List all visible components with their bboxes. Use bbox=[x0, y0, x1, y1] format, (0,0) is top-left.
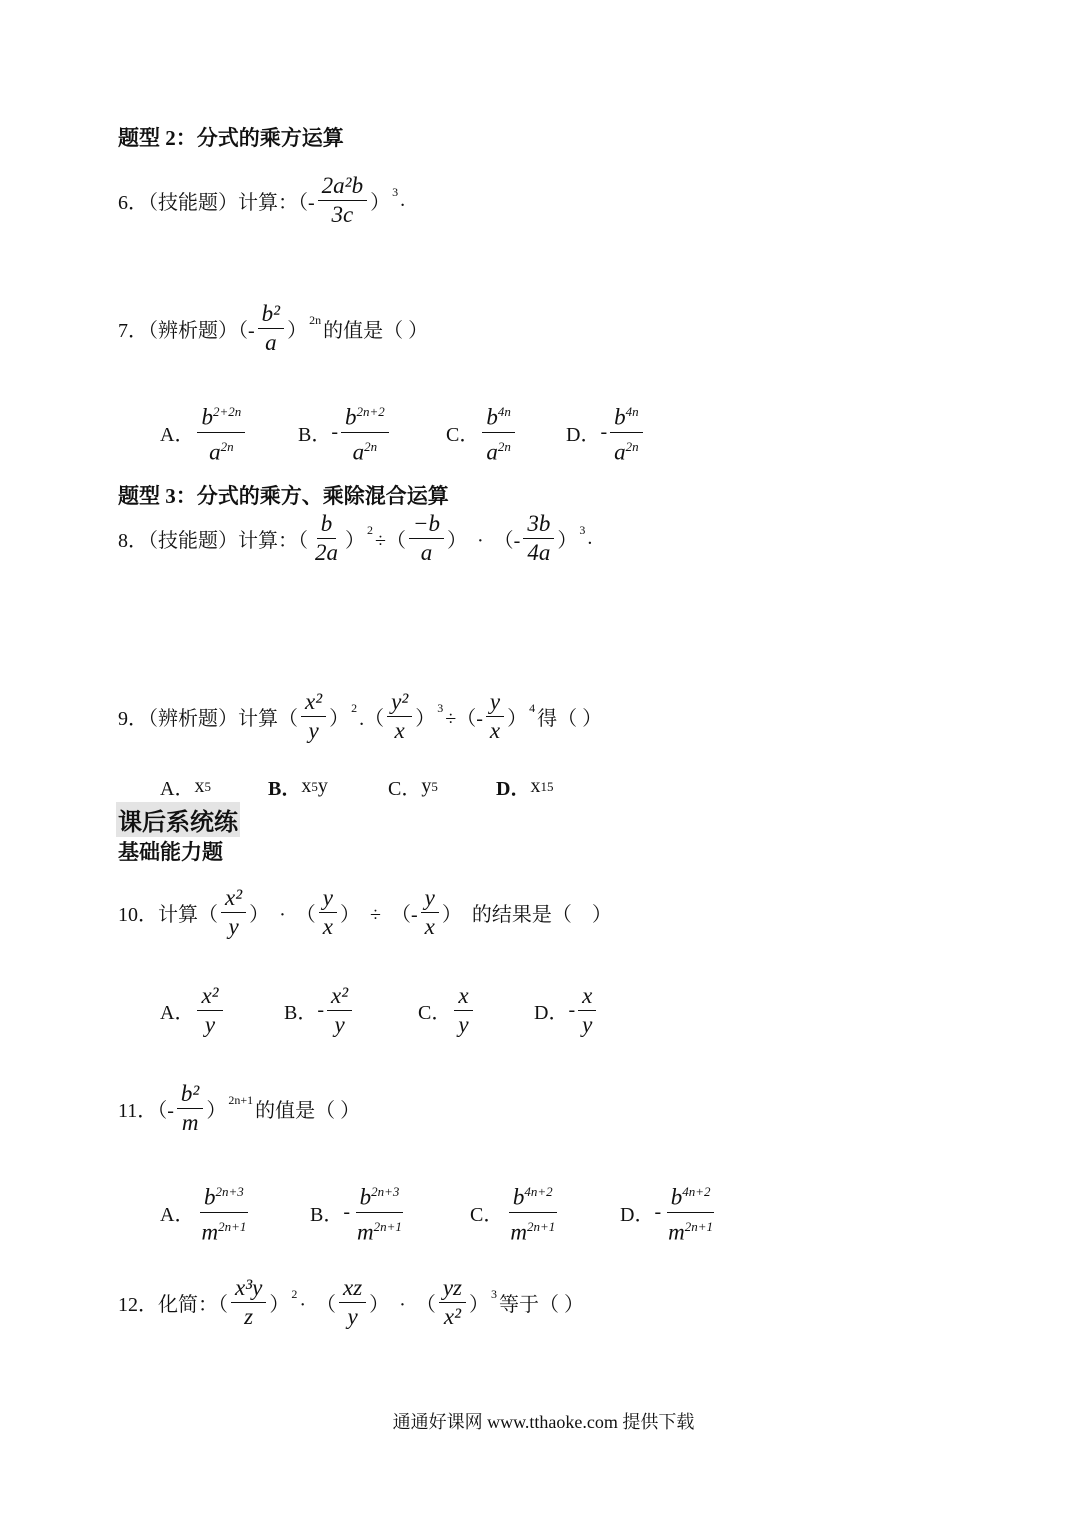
q12-fraction-3 bbox=[439, 1274, 466, 1331]
q7-option-c[interactable] bbox=[446, 398, 566, 466]
q10-options bbox=[160, 982, 599, 1039]
q6-paren: ） bbox=[370, 192, 391, 214]
option-num-exp: 2n+2 bbox=[356, 404, 385, 419]
q12-f1-denominator: z bbox=[244, 1304, 254, 1329]
option-den-base: m bbox=[668, 1219, 685, 1245]
q11-option-b[interactable] bbox=[310, 1178, 470, 1246]
option-label: A． bbox=[160, 1203, 195, 1226]
q8-fraction-1 bbox=[311, 510, 342, 567]
q8-label: 8．（技能题）计算：（ bbox=[118, 530, 308, 552]
q12-exponent-3: 3 bbox=[491, 1287, 497, 1301]
basic-ability-heading: 基础能力题 bbox=[118, 840, 223, 864]
q9-end: 得（ ） bbox=[537, 708, 603, 730]
option-label: C． bbox=[470, 1203, 504, 1226]
option-num-base: b bbox=[670, 1184, 683, 1210]
q9-option-a[interactable] bbox=[160, 772, 268, 801]
question-7 bbox=[118, 300, 428, 357]
q9-label: 9．（辨析题）计算（ bbox=[118, 708, 298, 730]
q8-fraction-2 bbox=[409, 510, 444, 567]
q7-exponent: 2n bbox=[309, 313, 322, 327]
q6-end: . bbox=[400, 189, 406, 211]
option-fraction bbox=[578, 982, 596, 1039]
q9-fraction-1 bbox=[301, 688, 326, 745]
q9-option-d[interactable] bbox=[496, 772, 553, 801]
page-footer: 通通好课网 www.tthaoke.com 提供下载 bbox=[392, 1412, 695, 1432]
q12-label: 12．化简：（ bbox=[118, 1294, 228, 1316]
q12-operator-mul-1: · （ bbox=[299, 1294, 336, 1316]
option-den-exp: 2n bbox=[220, 438, 234, 454]
q9-paren-1: ） bbox=[329, 708, 350, 730]
option-exp: 15 bbox=[540, 778, 554, 794]
q9-exponent-2: 3 bbox=[437, 701, 444, 715]
option-base: x bbox=[530, 775, 541, 797]
question-9 bbox=[118, 688, 602, 745]
q10-f2-denominator: x bbox=[322, 914, 333, 939]
q11-label: 11．（- bbox=[118, 1100, 174, 1122]
q8-f2-numerator: −b bbox=[409, 510, 444, 539]
q6-exponent: 3 bbox=[392, 185, 399, 199]
q7-paren: ） bbox=[287, 320, 308, 342]
q7-option-d[interactable] bbox=[566, 398, 646, 466]
q9-f3-denominator: x bbox=[489, 718, 501, 743]
option-exp: 5 bbox=[204, 778, 211, 794]
option-den-base: m bbox=[201, 1219, 219, 1245]
option-fraction bbox=[454, 982, 472, 1039]
q10-operator-mul: ） · （ bbox=[249, 904, 316, 926]
option-den-exp: 2n+1 bbox=[526, 1218, 556, 1234]
q8-fraction-3 bbox=[523, 510, 554, 567]
option-num-exp: 2n+3 bbox=[215, 1184, 244, 1199]
q9-option-b[interactable] bbox=[268, 772, 388, 801]
question-6 bbox=[118, 172, 405, 229]
q12-paren-1: ） bbox=[269, 1294, 290, 1316]
option-label: D． bbox=[620, 1203, 655, 1226]
q6-denominator: 3c bbox=[331, 202, 354, 227]
option-num-base: b bbox=[359, 1184, 372, 1210]
option-numerator: x bbox=[454, 982, 472, 1011]
q10-f1-denominator: y bbox=[228, 914, 239, 939]
q6-fraction bbox=[318, 172, 367, 229]
option-exp: 5 bbox=[431, 778, 438, 794]
q8-exponent-1: 2 bbox=[367, 523, 373, 537]
option-sign: - bbox=[343, 1200, 351, 1223]
q6-label: 6．（技能题）计算：（- bbox=[118, 192, 315, 214]
option-label: D． bbox=[566, 423, 601, 446]
q10-f3-denominator: x bbox=[424, 914, 435, 939]
q7-end: 的值是（ ） bbox=[323, 320, 429, 342]
option-label: C． bbox=[388, 778, 422, 800]
option-num-base: b bbox=[614, 404, 626, 430]
q12-paren-4: ） bbox=[469, 1294, 489, 1316]
q9-fraction-3 bbox=[486, 688, 504, 745]
option-base: x bbox=[194, 775, 205, 797]
option-den-exp: 2n+1 bbox=[218, 1218, 247, 1234]
option-den-exp: 2n bbox=[625, 438, 639, 454]
option-denominator: y bbox=[458, 1012, 469, 1037]
q8-f3-numerator: 3b bbox=[523, 510, 554, 539]
option-label: D． bbox=[534, 1002, 569, 1024]
option-num-base: b bbox=[201, 404, 213, 430]
q7-options bbox=[160, 398, 646, 466]
q9-fraction-2 bbox=[387, 688, 412, 745]
q10-option-c[interactable] bbox=[418, 982, 534, 1039]
option-den-base: m bbox=[510, 1219, 527, 1245]
q8-operator-div: ÷（ bbox=[375, 530, 406, 552]
option-denominator: y bbox=[204, 1012, 216, 1037]
q12-operator-mul-2: ） · （ bbox=[369, 1294, 436, 1316]
option-numerator: x² bbox=[197, 982, 222, 1011]
q9-operator-dot: .（ bbox=[359, 708, 385, 730]
option-label: C． bbox=[418, 1002, 452, 1024]
option-label: B． bbox=[284, 1002, 318, 1024]
q12-f2-numerator: xz bbox=[339, 1274, 366, 1303]
q11-option-a[interactable] bbox=[160, 1178, 310, 1246]
option-sign: - bbox=[317, 999, 325, 1021]
q9-paren-3: ） bbox=[415, 708, 436, 730]
option-sign: - bbox=[600, 420, 608, 443]
q10-fraction-1 bbox=[221, 884, 246, 941]
q9-f2-denominator: x bbox=[394, 718, 405, 743]
option-fraction bbox=[353, 1178, 406, 1246]
q6-numerator: 2a²b bbox=[318, 172, 367, 201]
option-den-base: m bbox=[357, 1219, 374, 1245]
option-denominator: y bbox=[334, 1012, 345, 1037]
q10-f3-numerator: y bbox=[421, 884, 439, 913]
q10-f1-numerator: x² bbox=[221, 884, 246, 913]
option-label: B． bbox=[310, 1203, 344, 1226]
q9-option-c[interactable] bbox=[388, 772, 496, 801]
option-label: B． bbox=[268, 778, 302, 800]
q7-option-b[interactable] bbox=[298, 398, 446, 466]
option-num-base: b bbox=[204, 1184, 216, 1210]
question-8 bbox=[118, 510, 592, 567]
q10-fraction-2 bbox=[319, 884, 337, 941]
q9-exponent-3: 4 bbox=[529, 701, 536, 715]
option-numerator: x² bbox=[327, 982, 352, 1011]
option-den-exp: 2n bbox=[364, 438, 378, 454]
q10-fraction-3 bbox=[421, 884, 439, 941]
q9-f1-numerator: x² bbox=[301, 688, 326, 717]
q8-end: . bbox=[587, 527, 593, 549]
q11-fraction bbox=[177, 1080, 203, 1137]
option-den-base: a bbox=[209, 439, 221, 465]
q8-f2-denominator: a bbox=[420, 540, 433, 565]
option-den-exp: 2n+1 bbox=[684, 1218, 714, 1234]
option-label: B． bbox=[298, 423, 332, 446]
q8-exponent-3: 3 bbox=[579, 523, 586, 537]
after-class-heading: 课后系统练 bbox=[116, 802, 240, 837]
option-fraction bbox=[341, 398, 389, 466]
q7-fraction bbox=[258, 300, 284, 357]
option-den-base: a bbox=[614, 439, 626, 465]
question-12 bbox=[118, 1274, 584, 1331]
q8-operator-mul: ） · （- bbox=[447, 530, 521, 552]
option-label: A． bbox=[160, 423, 195, 446]
q11-end: 的值是（ ） bbox=[255, 1100, 361, 1122]
q10-option-b[interactable] bbox=[284, 982, 418, 1039]
q11-paren: ） bbox=[206, 1100, 227, 1122]
q11-options bbox=[160, 1178, 720, 1246]
option-fraction bbox=[610, 398, 643, 466]
option-num-exp: 4n+2 bbox=[524, 1184, 553, 1199]
q8-f1-numerator: b bbox=[317, 510, 337, 539]
q9-exponent-1: 2 bbox=[351, 701, 358, 715]
q12-end: 等于（ ） bbox=[499, 1294, 584, 1316]
option-num-exp: 4n bbox=[625, 404, 639, 419]
option-label: C． bbox=[446, 423, 480, 446]
option-label: D． bbox=[496, 778, 531, 800]
option-sign: - bbox=[331, 420, 339, 443]
q10-operator-div: ） ÷ （- bbox=[340, 904, 418, 926]
q8-paren-4: ） bbox=[557, 530, 578, 552]
option-den-exp: 2n+1 bbox=[373, 1218, 402, 1234]
option-fraction bbox=[197, 1178, 250, 1246]
q9-f1-denominator: y bbox=[308, 718, 319, 743]
q9-f2-numerator: y² bbox=[387, 688, 412, 717]
option-fraction bbox=[664, 1178, 717, 1246]
question-11 bbox=[118, 1080, 360, 1137]
q12-exponent-1: 2 bbox=[291, 1287, 298, 1301]
option-den-base: a bbox=[352, 439, 365, 465]
option-sign: - bbox=[654, 1200, 662, 1223]
q10-label: 10．计算（ bbox=[118, 904, 218, 926]
q12-f3-denominator: x² bbox=[443, 1304, 461, 1329]
option-num-exp: 2n+3 bbox=[371, 1184, 400, 1199]
option-fraction bbox=[197, 398, 245, 466]
q7-option-a[interactable] bbox=[160, 398, 298, 466]
q8-f3-denominator: 4a bbox=[527, 540, 551, 565]
section-heading-3: 题型 3：分式的乘方、乘除混合运算 bbox=[118, 484, 449, 508]
q9-operator-div: ÷（- bbox=[445, 708, 483, 730]
option-fraction bbox=[482, 398, 515, 466]
q7-numerator: b² bbox=[258, 300, 284, 329]
option-exp: 5 bbox=[311, 778, 318, 794]
q12-f2-denominator: y bbox=[347, 1304, 358, 1329]
q10-option-d[interactable] bbox=[534, 982, 599, 1039]
option-sign: - bbox=[568, 999, 576, 1021]
q11-denominator: m bbox=[181, 1110, 199, 1135]
q7-denominator: a bbox=[265, 330, 277, 355]
option-den-exp: 2n bbox=[497, 438, 511, 454]
q10-f2-numerator: y bbox=[319, 884, 337, 913]
option-den-base: a bbox=[486, 439, 498, 465]
q11-exponent: 2n+1 bbox=[228, 1093, 254, 1107]
option-fraction bbox=[506, 1178, 559, 1246]
q8-paren-1: ） bbox=[345, 530, 365, 552]
q11-option-d[interactable] bbox=[620, 1178, 720, 1246]
q9-options bbox=[160, 772, 553, 801]
q7-label: 7．（辨析题）（- bbox=[118, 320, 255, 342]
option-num-base: b bbox=[512, 1184, 525, 1210]
q10-end: ） 的结果是（ ） bbox=[441, 904, 612, 926]
option-fraction bbox=[197, 982, 222, 1039]
q10-option-a[interactable] bbox=[160, 982, 284, 1039]
q8-f1-denominator: 2a bbox=[315, 540, 338, 565]
q11-option-c[interactable] bbox=[470, 1178, 620, 1246]
q12-f3-numerator: yz bbox=[439, 1274, 466, 1303]
q9-f3-numerator: y bbox=[486, 688, 504, 717]
question-10 bbox=[118, 884, 612, 941]
option-tail: y bbox=[317, 775, 328, 797]
option-label: A． bbox=[160, 1002, 195, 1024]
option-label: A． bbox=[160, 778, 195, 800]
option-base: y bbox=[421, 775, 432, 797]
option-num-exp: 2+2n bbox=[212, 404, 242, 419]
option-num-base: b bbox=[486, 404, 498, 430]
option-num-exp: 4n+2 bbox=[682, 1184, 711, 1199]
option-num-exp: 4n bbox=[497, 404, 511, 419]
option-base: x bbox=[301, 775, 312, 797]
q12-f1-numerator: x³y bbox=[231, 1274, 266, 1303]
section-heading-2: 题型 2：分式的乘方运算 bbox=[118, 126, 344, 150]
option-num-base: b bbox=[345, 404, 357, 430]
q12-fraction-2 bbox=[339, 1274, 366, 1331]
option-numerator: x bbox=[578, 982, 596, 1011]
option-fraction bbox=[327, 982, 352, 1039]
q12-fraction-1 bbox=[231, 1274, 266, 1331]
option-denominator: y bbox=[582, 1012, 593, 1037]
q11-numerator: b² bbox=[177, 1080, 203, 1109]
q9-paren-5: ） bbox=[507, 708, 528, 730]
